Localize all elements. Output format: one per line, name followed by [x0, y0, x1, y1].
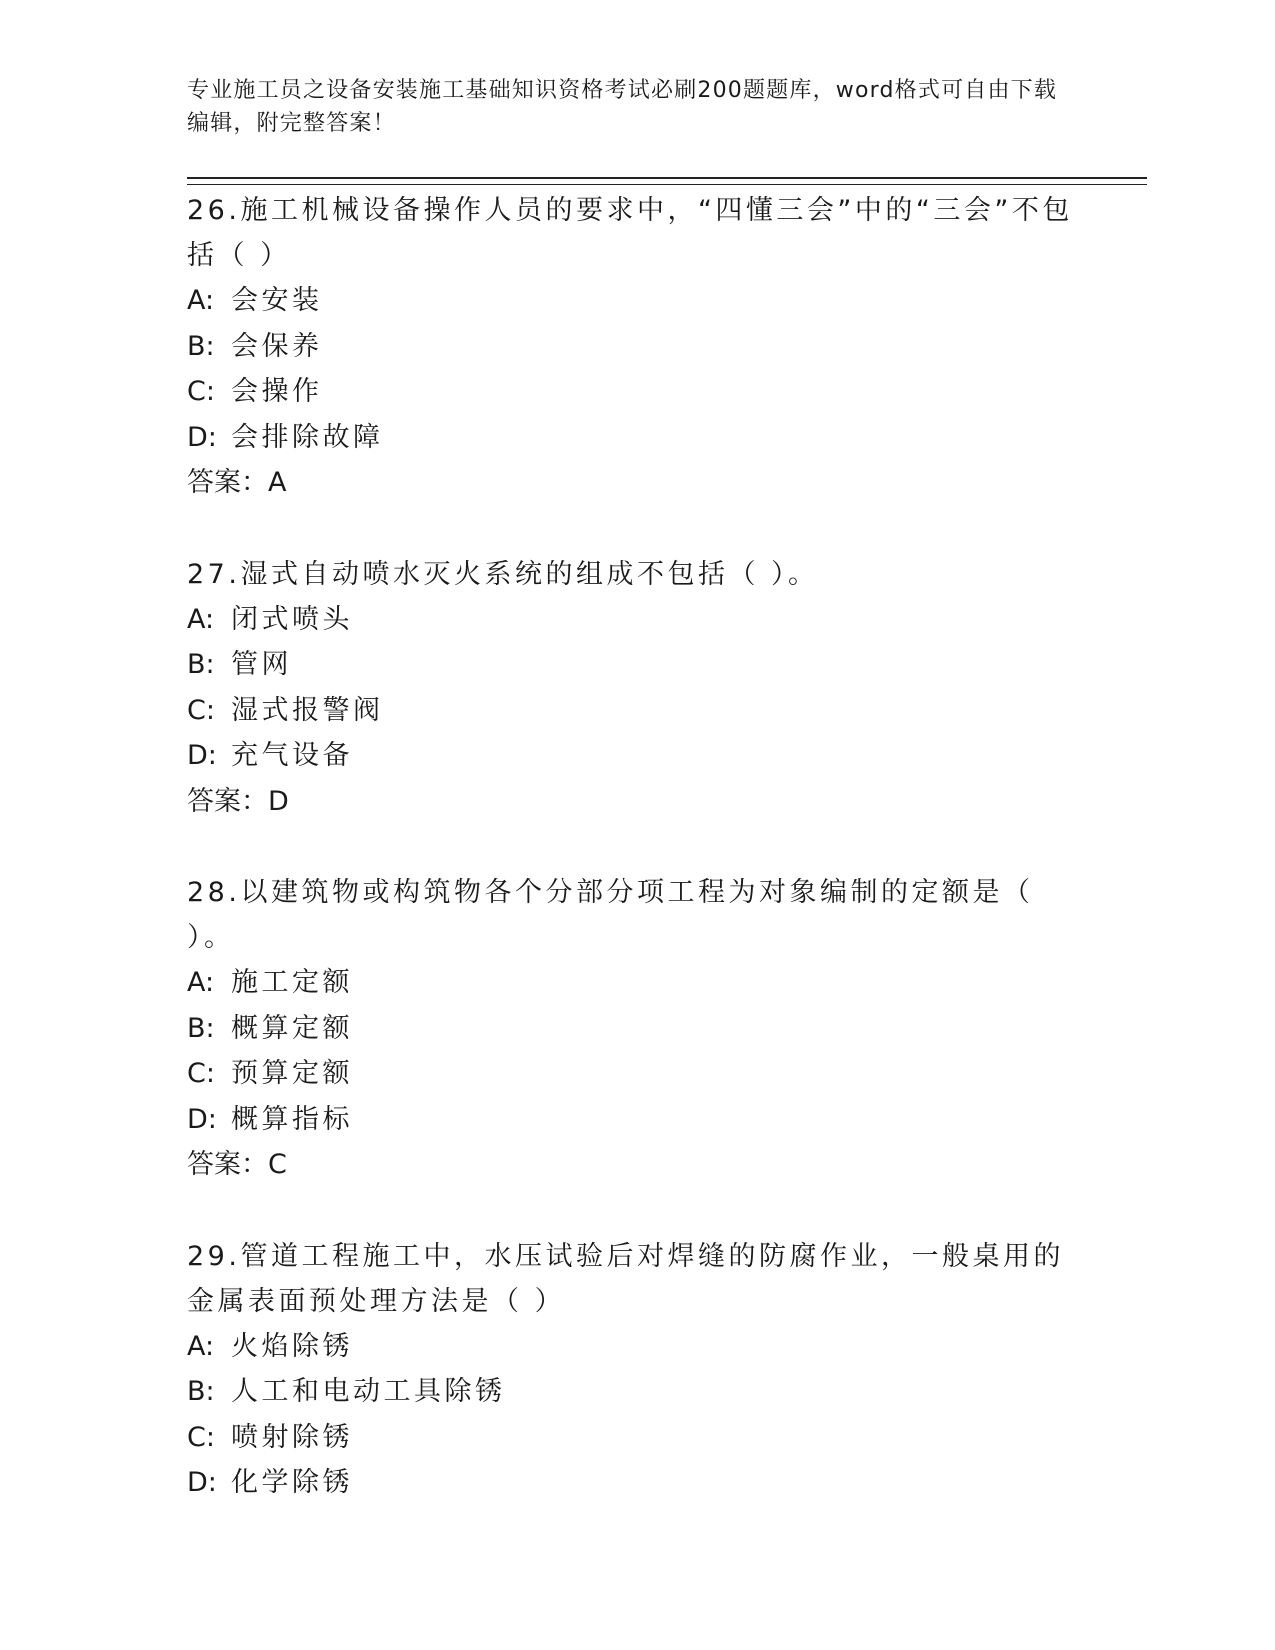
- option-b: [187, 642, 1087, 688]
- option-c: [187, 688, 1087, 734]
- question-stem: 29.管道工程施工中，水压试验后对焊缝的防腐作业，一般桌用的金属表面预处理方法是（ ）: [187, 1240, 1064, 1317]
- option-label: A:: [187, 603, 215, 635]
- answer-value: A: [268, 467, 288, 498]
- option-label: A:: [187, 1330, 215, 1362]
- answer-line: [187, 460, 1087, 506]
- option-text: 施工定额: [231, 967, 353, 998]
- option-label: D:: [187, 1103, 217, 1135]
- option-c: [187, 369, 1087, 415]
- option-text: 湿式报警阀: [231, 694, 384, 726]
- answer-label: 答案：: [187, 1149, 268, 1180]
- option-text: 人工和电动工具除锈: [231, 1376, 506, 1407]
- question-29: [187, 1234, 1087, 1506]
- header-intro-text: 专业施工员之设备安装施工基础知识资格考试必刷200题题库，word格式可自由下载编辑，附完整答案！: [187, 78, 1058, 136]
- option-label: B:: [187, 1376, 215, 1407]
- option-text: 会安装: [231, 285, 323, 316]
- option-text: 概算定额: [231, 1012, 353, 1044]
- option-d: [187, 1460, 1087, 1506]
- option-text: 会排除故障: [231, 421, 384, 453]
- option-label: B:: [187, 330, 215, 362]
- document-header: [187, 74, 1067, 140]
- option-label: B:: [187, 1012, 215, 1044]
- answer-value: C: [268, 1149, 288, 1180]
- option-label: A:: [187, 285, 215, 316]
- option-label: C:: [187, 376, 215, 407]
- answer-label: 答案：: [187, 467, 268, 498]
- option-text: 管网: [231, 649, 292, 680]
- option-d: [187, 1097, 1087, 1143]
- option-label: D:: [187, 421, 217, 453]
- answer-value: D: [268, 785, 290, 817]
- option-text: 喷射除锈: [231, 1421, 353, 1453]
- option-text: 预算定额: [231, 1058, 353, 1089]
- option-c: [187, 1415, 1087, 1461]
- option-a: [187, 1324, 1087, 1370]
- option-text: 概算指标: [231, 1103, 353, 1135]
- option-text: 会操作: [231, 376, 323, 407]
- option-b: [187, 324, 1087, 370]
- answer-label: 答案：: [187, 785, 268, 817]
- question-list: [187, 188, 1087, 1552]
- question-28: [187, 870, 1087, 1188]
- option-label: C:: [187, 694, 215, 726]
- header-divider-thick: [187, 177, 1147, 179]
- option-label: D:: [187, 740, 217, 771]
- answer-line: [187, 1142, 1087, 1188]
- header-divider-thin: [187, 184, 1147, 185]
- option-d: [187, 415, 1087, 461]
- option-b: [187, 1006, 1087, 1052]
- question-27: [187, 552, 1087, 825]
- option-a: [187, 597, 1087, 643]
- question-stem: 26.施工机械设备操作人员的要求中，“四懂三会”中的“三会”不包括（ ）: [187, 195, 1073, 271]
- option-label: B:: [187, 649, 215, 680]
- option-a: [187, 960, 1087, 1006]
- answer-line: [187, 779, 1087, 825]
- option-d: [187, 733, 1087, 779]
- option-b: [187, 1369, 1087, 1415]
- option-label: C:: [187, 1058, 215, 1089]
- option-text: 化学除锈: [231, 1467, 353, 1498]
- option-label: D:: [187, 1467, 217, 1498]
- option-text: 火焰除锈: [231, 1330, 353, 1362]
- option-c: [187, 1051, 1087, 1097]
- option-a: [187, 278, 1087, 324]
- option-label: A:: [187, 967, 215, 998]
- option-text: 会保养: [231, 330, 323, 362]
- question-26: [187, 188, 1087, 506]
- question-stem: 27.湿式自动喷水灭火系统的组成不包括（ ）。: [187, 558, 819, 590]
- question-stem: 28.以建筑物或构筑物各个分部分项工程为对象编制的定额是（ ）。: [187, 877, 1034, 953]
- option-label: C:: [187, 1421, 215, 1453]
- option-text: 充气设备: [231, 740, 353, 771]
- option-text: 闭式喷头: [231, 603, 353, 635]
